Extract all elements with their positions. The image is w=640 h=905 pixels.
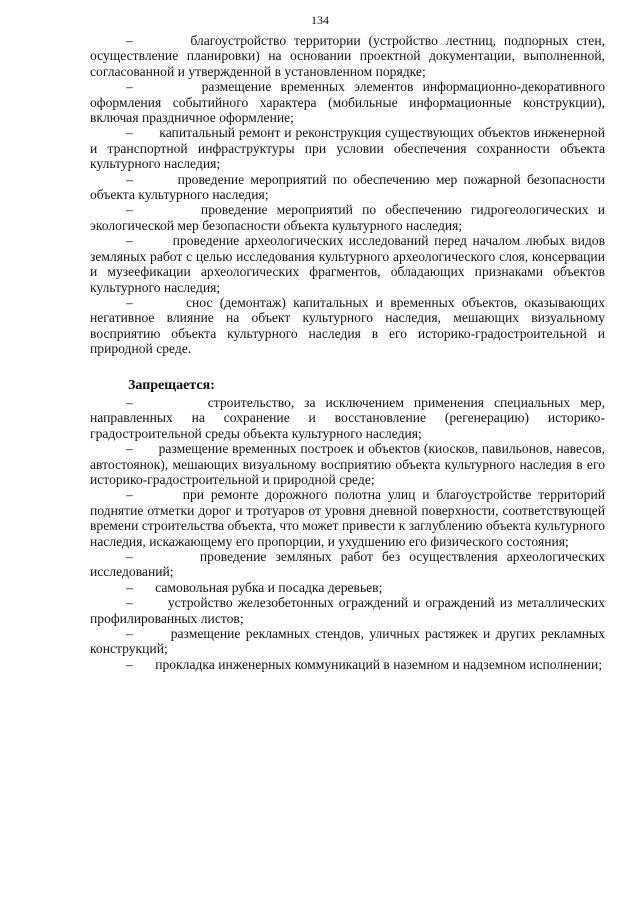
list-item-text: при ремонте дорожного полотна улиц и благоустройстве территорий поднятие отметки дорог и тротуаров от уровня дневной поверхности, соответствующей времени строительства объекта, что может привести к заглублению объекта культурного наследия, искажающему его пропорции, и ухудшению его физического состояния; [90, 487, 605, 549]
list-item-text: размещение временных элементов информационно-декоративного оформления событийного характера (мобильные информационные конструкции), включая праздничное оформление; [90, 79, 606, 126]
list-item: – благоустройство территории (устройство лестниц, подпорных стен, осуществление планировки) на основании проектной документации, выполненной, согласованной и утвержденной в установленном порядке; [90, 33, 605, 79]
list-item-text: прокладка инженерных коммуникаций в наземном и надземном исполнении; [155, 656, 603, 672]
list-item-text: проведение мероприятий по обеспечению мер пожарной безопасности объекта культурного наследия; [90, 171, 606, 203]
list-item: – устройство железобетонных ограждений и ограждений из металлических профилированных листов; [90, 595, 606, 626]
list-item: – снос (демонтаж) капитальных и временных объектов, оказывающих негативное влияние на объект культурного наследия, мешающих визуальному восприятию объекта культурного наследия в его историко-градостроительной и природной среде. [90, 294, 606, 357]
prohibited-heading: Запрещается: [128, 377, 215, 393]
list-item: – прокладка инженерных коммуникаций в наземном и надземном исполнении; [126, 656, 603, 672]
list-item-text: благоустройство территории (устройство лестниц, подпорных стен, осуществление планировки) на основании проектной документации, выполненной, согласованной и утвержденной в установленном порядке; [90, 33, 605, 79]
prohibited-works-list [90, 395, 605, 672]
list-item-text: капитальный ремонт и реконструкция существующих объектов инженерной и транспортной инфраструктуры при условии обеспечения сохранности объекта культурного наследия; [90, 125, 605, 172]
document-body [90, 33, 605, 672]
list-item-text: строительство, за исключением применения специальных мер, направленных на сохранение и восстановление (регенерацию) историко-градостроительной среды объекта культурного наследия; [90, 394, 606, 441]
list-item: – капитальный ремонт и реконструкция существующих объектов инженерной и транспортной инфраструктуры при условии обеспечения сохранности объекта культурного наследия; [90, 125, 605, 172]
list-item: – размещение рекламных стендов, уличных растяжек и других рекламных конструкций; [90, 626, 606, 657]
list-item: – проведение мероприятий по обеспечению мер пожарной безопасности объекта культурного наследия; [90, 171, 606, 203]
list-item-text: снос (демонтаж) капитальных и временных объектов, оказывающих негативное влияние на объект культурного наследия, мешающих визуальному восприятию объекта культурного наследия в его историко-градостроительной и природной среде. [90, 294, 606, 357]
allowed-works-list [90, 33, 605, 357]
list-item-text: проведение мероприятий по обеспечению гидрогеологических и экологической мер безопасности объекта культурного наследия; [90, 202, 605, 233]
list-item: – проведение мероприятий по обеспечению гидрогеологических и экологической мер безопасности объекта культурного наследия; [90, 202, 605, 233]
list-item-text: размещение рекламных стендов, уличных растяжек и других рекламных конструкций; [90, 626, 606, 657]
list-item: – самовольная рубка и посадка деревьев; [126, 579, 383, 595]
list-item: – проведение земляных работ без осуществления археологических исследований; [90, 549, 605, 580]
list-item: – строительство, за исключением применения специальных мер, направленных на сохранение и восстановление (регенерацию) историко-градостроительной среды объекта культурного наследия; [90, 394, 606, 441]
page-number: 134 [311, 13, 329, 27]
list-item-text: проведение земляных работ без осуществления археологических исследований; [90, 549, 605, 580]
list-item-text: проведение археологических исследований перед началом любых видов земляных работ с целью исследования культурного археологического слоя, консервации и музеефикации археологических фрагментов, обладающих признаками объектов культурного наследия; [90, 233, 606, 295]
list-item: – проведение археологических исследований перед началом любых видов земляных работ с целью исследования культурного археологического слоя, консервации и музеефикации археологических фрагментов, обладающих признаками объектов культурного наследия; [90, 233, 606, 295]
list-item-text: размещение временных построек и объектов (киосков, павильонов, навесов, автостоянок), мешающих визуальному восприятию объекта культурного наследия в его историко-градостроительной и природной среде; [90, 441, 606, 487]
list-item: – размещение временных построек и объектов (киосков, павильонов, навесов, автостоянок), мешающих визуальному восприятию объекта культурного наследия в его историко-градостроительной и природной среде; [90, 441, 606, 487]
list-item: – размещение временных элементов информационно-декоративного оформления событийного характера (мобильные информационные конструкции), включая праздничное оформление; [90, 79, 606, 126]
list-item: – при ремонте дорожного полотна улиц и благоустройстве территорий поднятие отметки дорог и тротуаров от уровня дневной поверхности, соответствующей времени строительства объекта, что может привести к заглублению объекта культурного наследия, искажающему его пропорции, и ухудшению его физического состояния; [90, 487, 605, 549]
list-item-text: устройство железобетонных ограждений и ограждений из металлических профилированных листов; [90, 595, 606, 626]
list-item-text: самовольная рубка и посадка деревьев; [155, 579, 383, 595]
